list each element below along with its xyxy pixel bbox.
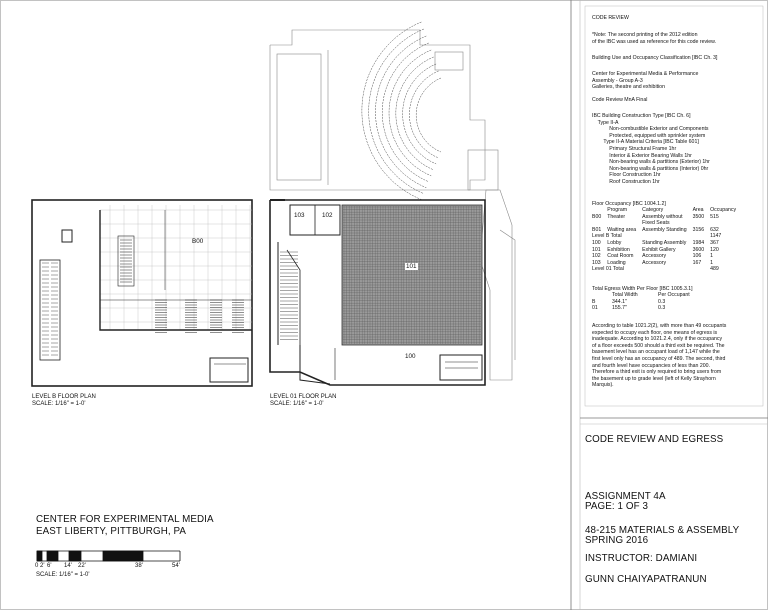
table-cell: 1 [710,253,714,260]
table-cell: B [592,298,596,305]
table-cell: B00 [592,213,602,220]
scale-tick: 22' [78,563,86,569]
table-cell: 367 [710,239,719,246]
table-row [592,233,742,240]
table-cell: Assembly without Fixed Seats [642,213,683,227]
table-cell: 155.7" [612,305,627,312]
instructor: INSTRUCTOR: DAMIANI [585,553,698,564]
table-cell: Waiting area [607,226,637,233]
scale-tick: 0 [35,563,39,569]
table-cell: Category [642,207,664,213]
table-row [592,214,742,227]
scale-tick: 14' [64,563,72,569]
table-cell: B01 [592,226,602,233]
scale-tick: 54' [172,563,180,569]
table-row [592,240,742,247]
table-row [592,266,742,273]
construction-type: IBC Building Construction Type [IBC Ch. 6] Type II-A Non-combustible Exterior and Components Protected, equipped with sprinkler system Type II-A Material Criteria [IBC Table 601] Primary Structural Frame 1hr Interior & Exterior Bearing Walls 1hr Non-bearing walls & partitions (Exterior) 1hr Non-bearing walls & partitions (Interior) 0hr Floor Construction 1hr Roof Construction 1hr [592,113,710,185]
table-row [592,292,696,299]
table-cell: 632 [710,226,719,233]
room-102-label: 102 [322,212,333,219]
table-cell: Accessory [642,259,667,266]
table-row [592,207,742,214]
table-cell: Lobby [607,239,622,246]
table-cell: 106 [692,253,702,260]
page-number: PAGE: 1 OF 3 [585,501,649,512]
table-cell: 3600 [692,246,705,253]
table-cell: 120 [710,246,719,253]
level-b-scale: SCALE: 1/16" = 1-0' [32,401,86,407]
scale-tick: 2' [40,563,45,569]
code-review-note: *Note: The second printing of the 2012 edition of the IBC was used as reference for this code review. [592,32,716,45]
table-cell: 100 [592,239,601,246]
level-01-caption: LEVEL 01 FLOOR PLAN [270,394,337,400]
egress-paragraph: According to table 1021.2(2), with more than 49 occupants expected to occupy each floor, one means of egress is inadequate. According to 1021.2.4, only if the occupancy of a floor exceeds 500 should a third exit be required. The basement level has an occupant load of 1,147 while the first level only has an occupancy of 489. The second, third and fourth level have occupancies of less than 200. Therefore a third exit is only required to bring users from the basement up to grade level (left of Kelly Strayhorn Marquis). [592,323,727,389]
table-cell: Theater [607,213,626,220]
center-block: Center for Experimental Media & Performance Assembly - Group A-3 Galleries, theatre and exhibition [592,71,699,91]
table-cell [592,292,612,299]
table-row [592,247,742,254]
table-cell: 3156 [692,226,705,233]
code-review-final: Code Review MnA Final [592,97,648,103]
table-cell: 102 [592,253,601,260]
table-cell: 103 [592,259,601,266]
table-cell: 515 [710,213,719,220]
table-cell: 01 [592,305,598,312]
table-cell: 1 [710,259,714,266]
table-cell: Loading [607,259,626,266]
table-cell: Per Occupant [658,292,690,298]
table-cell: Level 01 Total [592,266,624,273]
table-cell: Area [692,207,704,213]
table-cell: 489 [710,266,719,273]
table-cell: 101 [592,246,601,253]
table-cell: 0.3 [658,305,666,312]
table-cell: Exhibition [607,246,630,253]
table-cell: Occupancy [710,207,737,213]
table-row [592,260,742,267]
level-b-caption: LEVEL B FLOOR PLAN [32,394,96,400]
table-cell: Assembly Standing [642,226,687,233]
table-cell: Exhibit Gallery [642,246,676,253]
table-cell: Total Width [612,292,638,298]
project-name: CENTER FOR EXPERIMENTAL MEDIA [36,514,214,525]
level-01-plan [270,22,515,385]
scale-bar [37,551,180,561]
author: GUNN CHAIYAPATRANUN [585,574,707,585]
sheet-title: CODE REVIEW AND EGRESS [585,434,724,445]
egress-title: Total Egress Width Per Floor [IBC 1005.3.1] [592,286,693,292]
table-cell: 0.3 [658,298,666,305]
floor-occupancy-title: Floor Occupancy [IBC 1004.1.2] [592,201,666,207]
table-cell: 1147 [710,233,722,240]
occupancy-table [592,207,742,273]
table-cell: 1984 [692,239,705,246]
table-cell: Standing Assembly [642,239,687,246]
room-100-label: 100 [405,353,416,360]
table-cell: Coat Room [607,253,634,260]
table-cell: Program [607,207,628,213]
project-location: EAST LIBERTY, PITTBURGH, PA [36,526,187,537]
room-101-label: 101 [406,263,417,270]
table-cell: Accessory [642,253,667,260]
table-cell [592,207,607,214]
table-cell: 167 [692,259,702,266]
egress-table [592,292,696,312]
use-classification: Building Use and Occupancy Classification [IBC Ch. 3] [592,55,718,61]
table-row [592,253,742,260]
table-row [592,299,696,306]
course: 48-215 MATERIALS & ASSEMBLY [585,525,740,536]
scale-tick: 38' [135,563,143,569]
scale-tick: 6' [47,563,52,569]
room-b00-label: B00 [192,238,204,245]
code-review-heading: CODE REVIEW [592,15,629,21]
level-b-plan [32,200,252,386]
table-cell: 344.1" [612,298,627,305]
project-scale: SCALE: 1/16" = 1-0' [36,572,90,578]
table-cell: 3500 [692,213,705,220]
table-row [592,305,696,312]
assignment: ASSIGNMENT 4A [585,491,666,502]
table-cell: Level B Total [592,233,622,240]
term: SPRING 2016 [585,535,649,546]
room-103-label: 103 [294,212,305,219]
level-01-scale: SCALE: 1/16" = 1-0' [270,401,324,407]
table-row [592,227,742,234]
